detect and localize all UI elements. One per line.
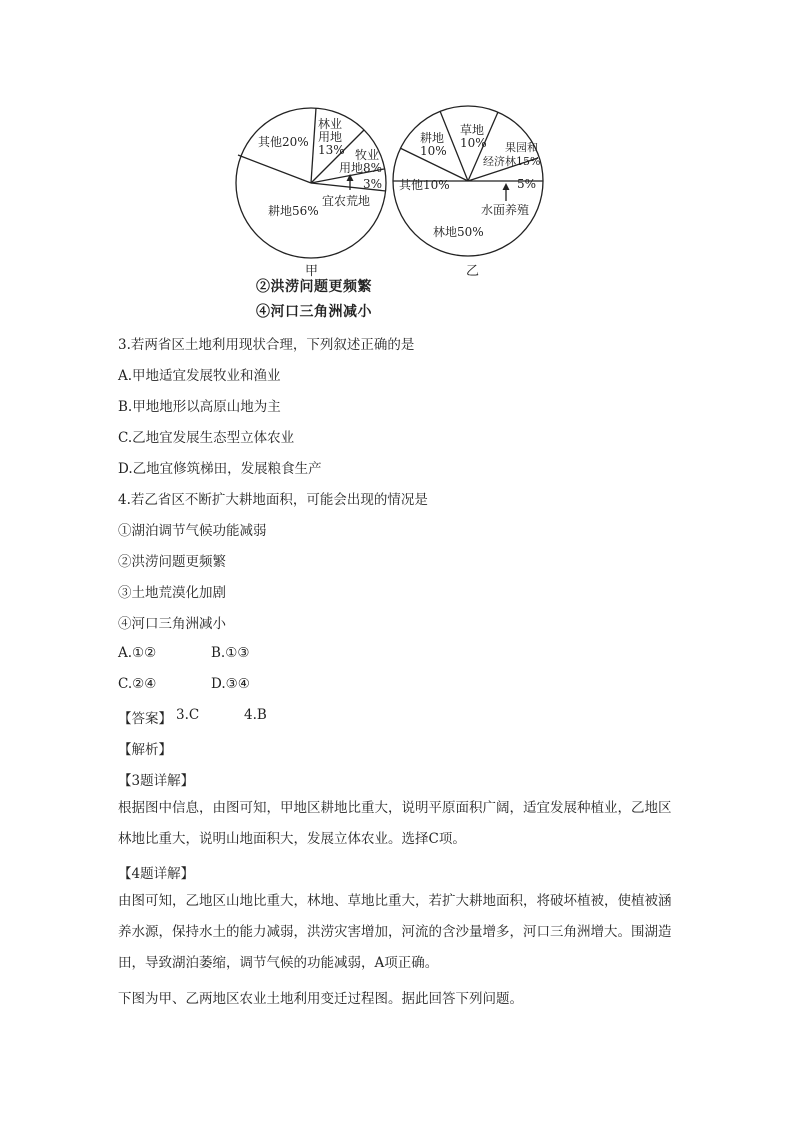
q3-option-b: B.甲地地形以高原山地为主 [118, 399, 281, 415]
right-pie-caption: 乙 [466, 264, 480, 279]
answer-q4: 4.B [244, 707, 267, 723]
left-label-other: 其他20% [258, 135, 309, 149]
detail3-body: 根据图中信息，由图可知，甲地区耕地比重大，说明平原面积广阔，适宜发展种植业，乙地区林地比重大，说明山地面积大，发展立体农业。选择C项。 [118, 800, 672, 847]
q3-option-c: C.乙地宜发展生态型立体农业 [118, 430, 295, 446]
left-pie-caption: 甲 [305, 264, 319, 279]
q4-statement-1: ①湖泊调节气候功能减弱 [118, 523, 267, 539]
q4-stem: 4.若乙省区不断扩大耕地面积，可能会出现的情况是 [118, 492, 428, 508]
right-label-other: 其他10% [399, 178, 450, 192]
left-label-pasture: 用地8% [339, 161, 383, 175]
figure-caption-line2: ④河口三角洲减小 [256, 304, 372, 320]
right-label-farmland: 耕地 [420, 131, 445, 145]
left-label-waste-name: 宜农荒地 [322, 194, 371, 208]
q3-option-d: D.乙地宜修筑梯田，发展粮食生产 [118, 461, 322, 477]
left-label-pasture: 牧业 [355, 148, 380, 162]
q3-stem: 3.若两省区土地利用现状合理，下列叙述正确的是 [118, 337, 415, 353]
q4-option-b: B.①③ [211, 645, 250, 661]
right-label-grass: 10% [460, 136, 487, 150]
answer-label: 【答案】 [118, 711, 172, 727]
left-label-forest: 用地 [318, 130, 343, 144]
right-label-grass: 草地 [460, 123, 485, 137]
q4-option-a: A.①② [118, 645, 157, 661]
left-label-forest: 13% [318, 143, 345, 157]
left-pie-divider [238, 155, 311, 183]
q4-option-d: D.③④ [211, 676, 250, 692]
q3-option-a: A.甲地适宜发展牧业和渔业 [118, 368, 281, 384]
answer-q3: 3.C [176, 707, 200, 723]
detail4-heading: 【4题详解】 [118, 866, 195, 882]
right-arrow-head [503, 183, 510, 190]
left-label-forest: 林业 [318, 117, 343, 131]
q4-statement-4: ④河口三角洲减小 [118, 616, 226, 632]
left-label-farmland: 耕地56% [268, 204, 319, 218]
analysis-heading: 【解析】 [118, 742, 172, 758]
q4-statement-2: ②洪涝问题更频繁 [118, 554, 226, 570]
left-pie-divider [311, 108, 316, 183]
right-label-forest: 林地50% [433, 225, 484, 239]
right-label-farmland: 10% [420, 144, 447, 158]
left-label-waste-pct: 3% [363, 177, 383, 191]
right-label-water-name: 水面养殖 [481, 203, 530, 217]
right-label-orchard: 经济林15% [483, 155, 541, 168]
right-label-water-pct: 5% [517, 177, 537, 191]
q4-statement-3: ③土地荒漠化加剧 [118, 585, 226, 601]
figure-caption-line1: ②洪涝问题更频繁 [256, 279, 372, 295]
right-label-orchard: 果园和 [505, 141, 538, 154]
q4-option-c: C.②④ [118, 676, 157, 692]
detail4-body: 由图可知，乙地区山地比重大，林地、草地比重大，若扩大耕地面积，将破坏植被，使植被涵养水源，保持水土的能力减弱，洪涝灾害增加，河流的含沙量增多，河口三角洲增大。围湖造田，导致湖泊萎缩，调节气候的功能减弱，A项正确。 [118, 893, 672, 971]
next-question-intro: 下图为甲、乙两地区农业土地利用变迁过程图。据此回答下列问题。 [118, 991, 523, 1007]
detail3-heading: 【3题详解】 [118, 773, 195, 789]
